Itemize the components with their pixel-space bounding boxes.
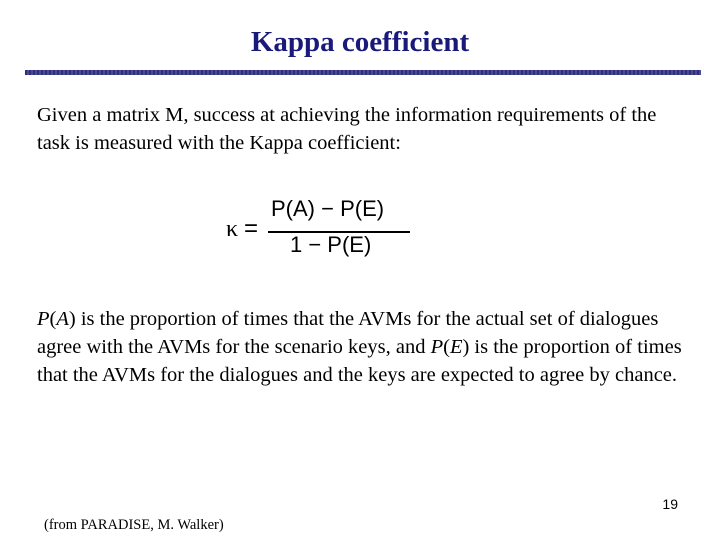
page-number: 19 (662, 496, 678, 512)
pa-symbol: P (37, 308, 50, 330)
formula-numerator: P(A) − P(E) (271, 196, 385, 221)
kappa-formula (226, 196, 426, 266)
pe-argument: E (449, 336, 463, 358)
intro-paragraph: Given a matrix M, success at achieving the information requirements of the task is measured with the Kappa coefficient: (37, 104, 657, 154)
explanation-part-2: is the proportion of times that the AVMs for the dialogues and the keys are expected to agree by chance. (37, 336, 682, 386)
equals-sign: = (244, 215, 259, 242)
source-note: (from PARADISE, M. Walker) (44, 517, 224, 533)
explanation-part-1: is the proportion of times that the AVMs for the actual set of dialogues agree with the AVMs for the scenario keys, and (37, 308, 659, 358)
formula-denominator: 1 − P(E) (290, 232, 372, 257)
title-divider (25, 70, 701, 75)
pe-symbol: P (430, 336, 444, 358)
kappa-symbol: κ (226, 216, 239, 242)
explanation-paragraph: P(A) is the proportion of times that the AVMs for the actual set of dialogues agree with the AVMs for the scenario keys, and P(E) is the proportion of times that the AVMs for the dialogues and the keys are expected to agree by chance. (37, 308, 682, 386)
pa-argument: A (56, 308, 69, 330)
slide-title: Kappa coefficient (250, 26, 470, 58)
